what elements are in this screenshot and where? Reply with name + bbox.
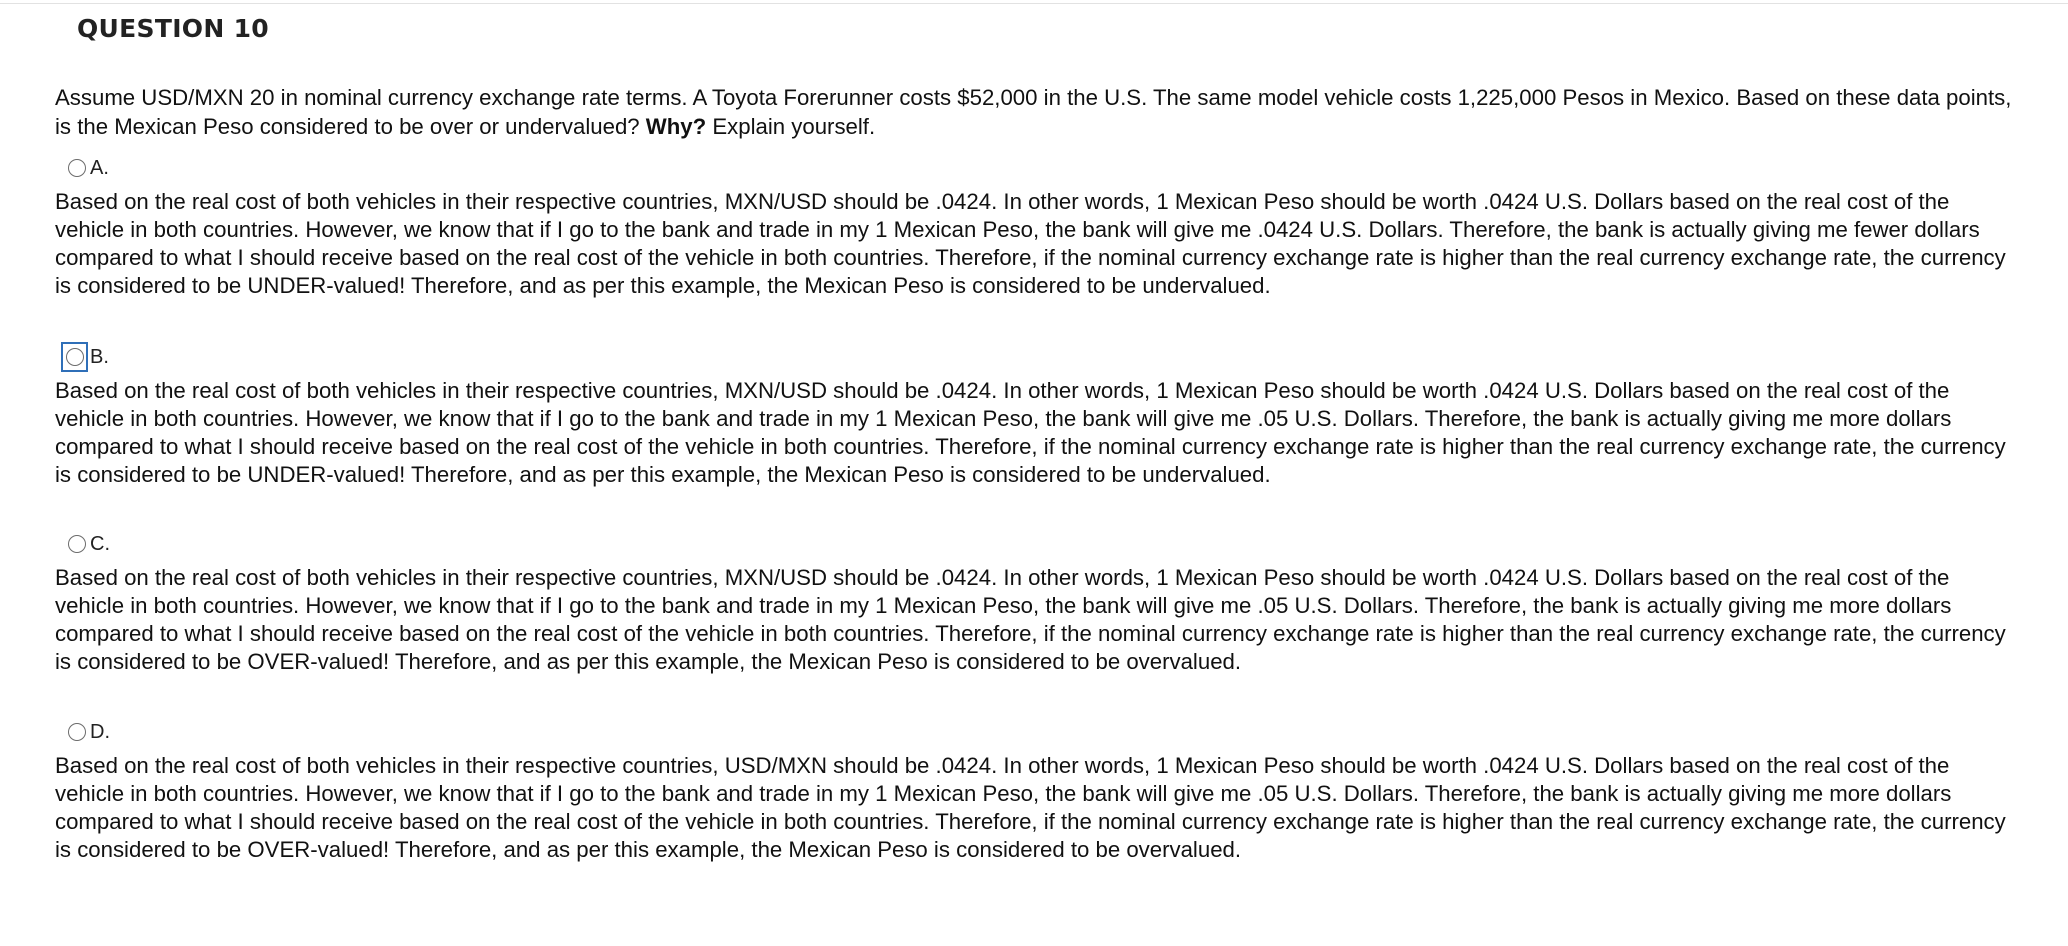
- answer-option-c: [55, 529, 2015, 676]
- answer-option-d-letter[interactable]: D.: [90, 720, 110, 743]
- answer-option-a-letter[interactable]: A.: [90, 156, 109, 179]
- answer-option-a-radio-wrap[interactable]: [55, 153, 88, 183]
- answer-option-b-radio-wrap[interactable]: [55, 342, 88, 372]
- answer-option-d-text: Based on the real cost of both vehicles in their respective countries, USD/MXN should be .0424. In other words, 1 Mexican Peso should be worth .0424 U.S. Dollars based on the real cost of the vehicle in both countries. However, we know that if I go to the bank and trade in my 1 Mexican Peso, the bank will give me .05 U.S. Dollars. Therefore, the bank is actually giving me more dollars compared to what I should receive based on the real cost of the vehicle in both countries. Therefore, if the nominal currency exchange rate is higher than the real currency exchange rate, the currency is considered to be OVER-valued! Therefore, and as per this example, the Mexican Peso is considered to be overvalued.: [55, 753, 2006, 862]
- question-prompt-tail: Explain yourself.: [706, 114, 876, 139]
- answer-option-c-letter[interactable]: C.: [90, 532, 110, 555]
- answer-option-c-header[interactable]: [55, 529, 2015, 559]
- top-divider: [0, 3, 2068, 4]
- answer-option-b-header[interactable]: [55, 342, 2015, 372]
- answer-option-c-text: Based on the real cost of both vehicles in their respective countries, MXN/USD should be .0424. In other words, 1 Mexican Peso should be worth .0424 U.S. Dollars based on the real cost of the vehicle in both countries. However, we know that if I go to the bank and trade in my 1 Mexican Peso, the bank will give me .05 U.S. Dollars. Therefore, the bank is actually giving me more dollars compared to what I should receive based on the real cost of the vehicle in both countries. Therefore, if the nominal currency exchange rate is higher than the real currency exchange rate, the currency is considered to be OVER-valued! Therefore, and as per this example, the Mexican Peso is considered to be overvalued.: [55, 565, 2006, 674]
- answer-option-b-letter[interactable]: B.: [90, 345, 109, 368]
- answer-option-d: [55, 717, 2015, 864]
- radio-focus-ring[interactable]: [61, 342, 88, 372]
- radio-button-b[interactable]: [66, 348, 84, 366]
- answer-option-b-text: Based on the real cost of both vehicles in their respective countries, MXN/USD should be .0424. In other words, 1 Mexican Peso should be worth .0424 U.S. Dollars based on the real cost of the vehicle in both countries. However, we know that if I go to the bank and trade in my 1 Mexican Peso, the bank will give me .05 U.S. Dollars. Therefore, the bank is actually giving me more dollars compared to what I should receive based on the real cost of the vehicle in both countries. Therefore, if the nominal currency exchange rate is higher than the real currency exchange rate, the currency is considered to be UNDER-valued! Therefore, and as per this example, the Mexican Peso is considered to be undervalued.: [55, 378, 2006, 487]
- question-prompt-text: Assume USD/MXN 20 in nominal currency exchange rate terms. A Toyota Forerunner costs $52,000 in the U.S. The same model vehicle costs 1,225,000 Pesos in Mexico. Based on these data points, is the Mexican Peso considered to be over or undervalued?: [55, 85, 2012, 139]
- answer-option-d-radio-wrap[interactable]: [55, 717, 88, 747]
- question-prompt: [55, 83, 2015, 141]
- answer-option-a-text: Based on the real cost of both vehicles in their respective countries, MXN/USD should be .0424. In other words, 1 Mexican Peso should be worth .0424 U.S. Dollars based on the real cost of the vehicle in both countries. However, we know that if I go to the bank and trade in my 1 Mexican Peso, the bank will give me .0424 U.S. Dollars. Therefore, the bank is actually giving me fewer dollars compared to what I should receive based on the real cost of the vehicle in both countries. Therefore, if the nominal currency exchange rate is higher than the real currency exchange rate, the currency is considered to be UNDER-valued! Therefore, and as per this example, the Mexican Peso is considered to be undervalued.: [55, 189, 2006, 298]
- answer-option-a: [55, 153, 2015, 300]
- radio-button-c[interactable]: [68, 535, 86, 553]
- answer-option-d-header[interactable]: [55, 717, 2015, 747]
- radio-button-d[interactable]: [68, 723, 86, 741]
- answer-option-a-header[interactable]: [55, 153, 2015, 183]
- question-title: QUESTION 10: [77, 14, 269, 43]
- question-prompt-bold: Why?: [645, 114, 707, 139]
- answer-option-b: [55, 342, 2015, 489]
- radio-button-a[interactable]: [68, 159, 86, 177]
- answer-option-c-radio-wrap[interactable]: [55, 529, 88, 559]
